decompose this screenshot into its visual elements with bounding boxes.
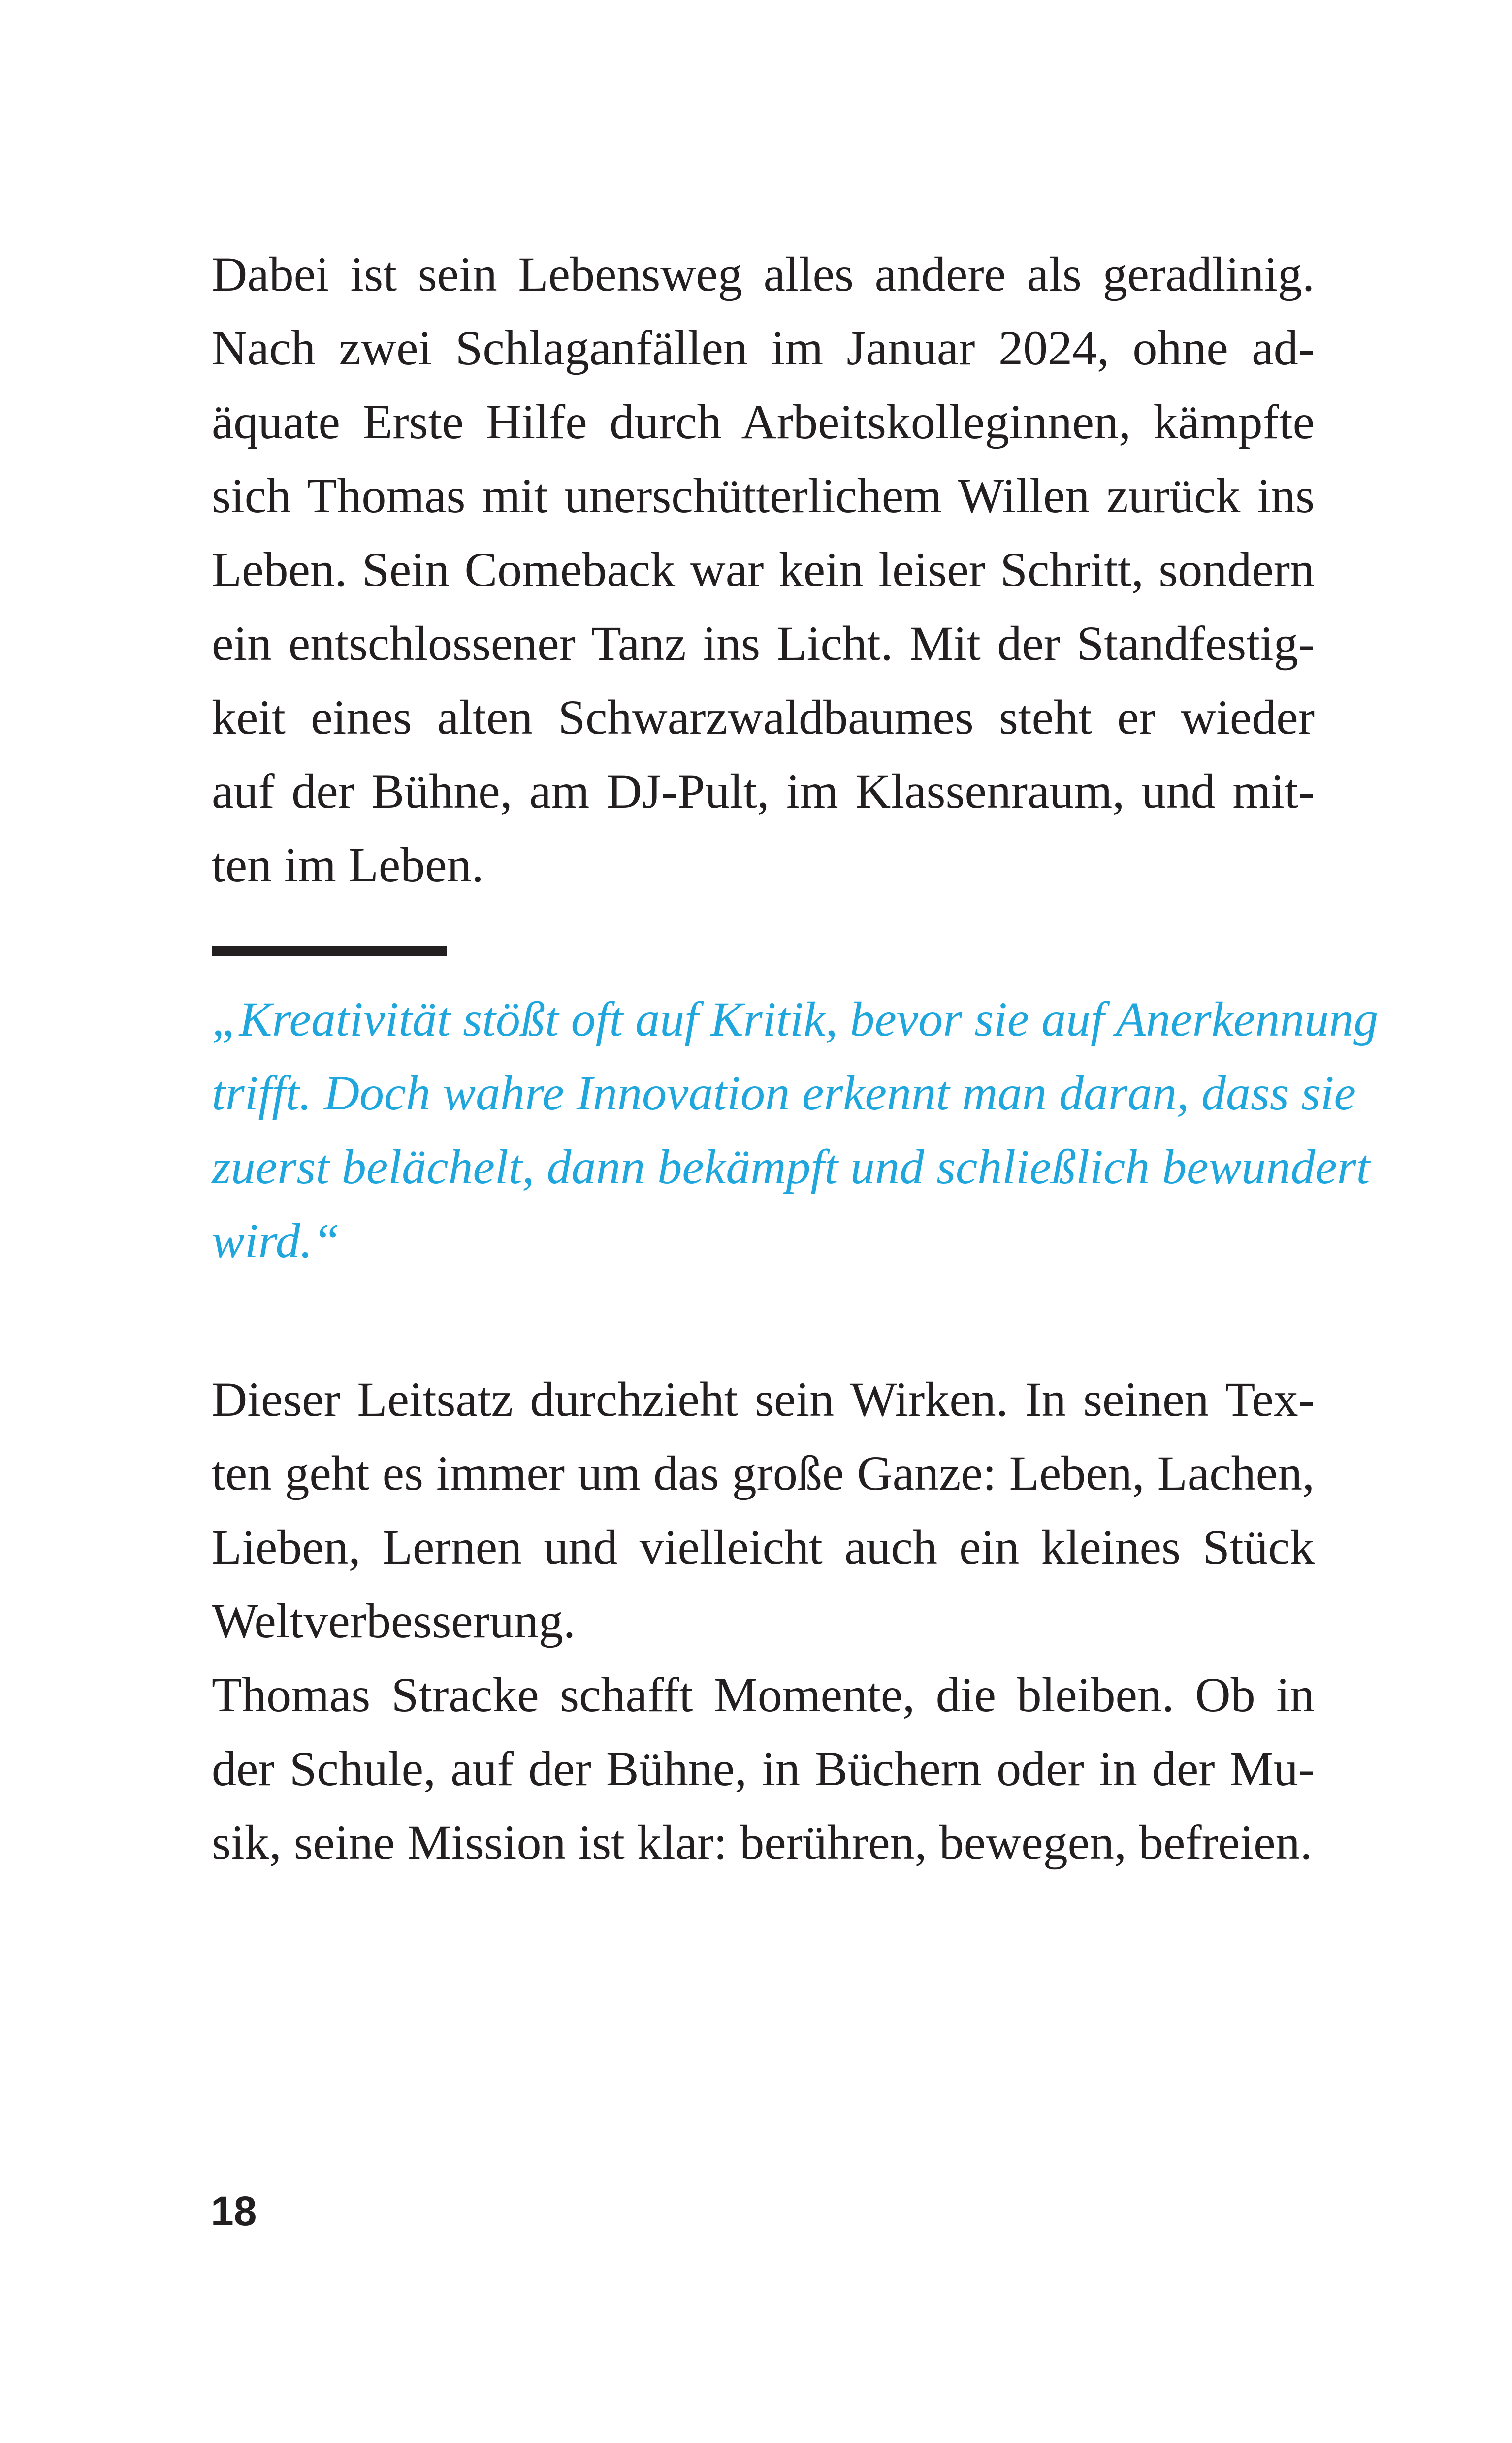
page-number: 18 (211, 2188, 257, 2234)
text-line: keit eines alten Schwarzwaldbaumes steht er wieder (212, 690, 1315, 745)
text-line: der Schule, auf der Bühne, in Büchern oder in der Mu- (212, 1741, 1315, 1796)
text-line: sich Thomas mit unerschütterlichem Willen zurück ins (212, 468, 1315, 523)
text-line: Leben. Sein Comeback war kein leiser Schritt, sondern (212, 542, 1315, 597)
quote-line: „Kreativität stößt oft auf Kritik, bevor sie auf Anerkennung (212, 992, 1379, 1046)
quote-line: trifft. Doch wahre Innovation erkennt man daran, dass sie (212, 1066, 1356, 1120)
section-divider (212, 946, 447, 956)
text-line: sik, seine Mission ist klar: berühren, bewegen, befreien. (212, 1815, 1313, 1870)
text-line: auf der Bühne, am DJ-Pult, im Klassenraum, und mit- (212, 764, 1315, 818)
text-line: Dabei ist sein Lebensweg alles andere als geradlinig. (212, 247, 1315, 301)
text-line: ten im Leben. (212, 838, 484, 892)
text-line: äquate Erste Hilfe durch Arbeitskolleginnen, kämpfte (212, 394, 1315, 449)
text-line: Lieben, Lernen und vielleicht auch ein kleines Stück (212, 1520, 1315, 1574)
text-line: Nach zwei Schlaganfällen im Januar 2024, ohne ad- (212, 321, 1315, 375)
text-line: ten geht es immer um das große Ganze: Leben, Lachen, (212, 1446, 1315, 1500)
text-line: Dieser Leitsatz durchzieht sein Wirken. In seinen Tex- (212, 1372, 1315, 1427)
text-line: Thomas Stracke schafft Momente, die bleiben. Ob in (212, 1667, 1315, 1722)
text-line: Weltverbesserung. (212, 1594, 576, 1648)
text-line: ein entschlossener Tanz ins Licht. Mit der Standfestig- (212, 616, 1315, 671)
quote-line: wird.“ (212, 1213, 340, 1268)
quote-line: zuerst belächelt, dann bekämpft und schließlich bewundert (212, 1140, 1370, 1194)
